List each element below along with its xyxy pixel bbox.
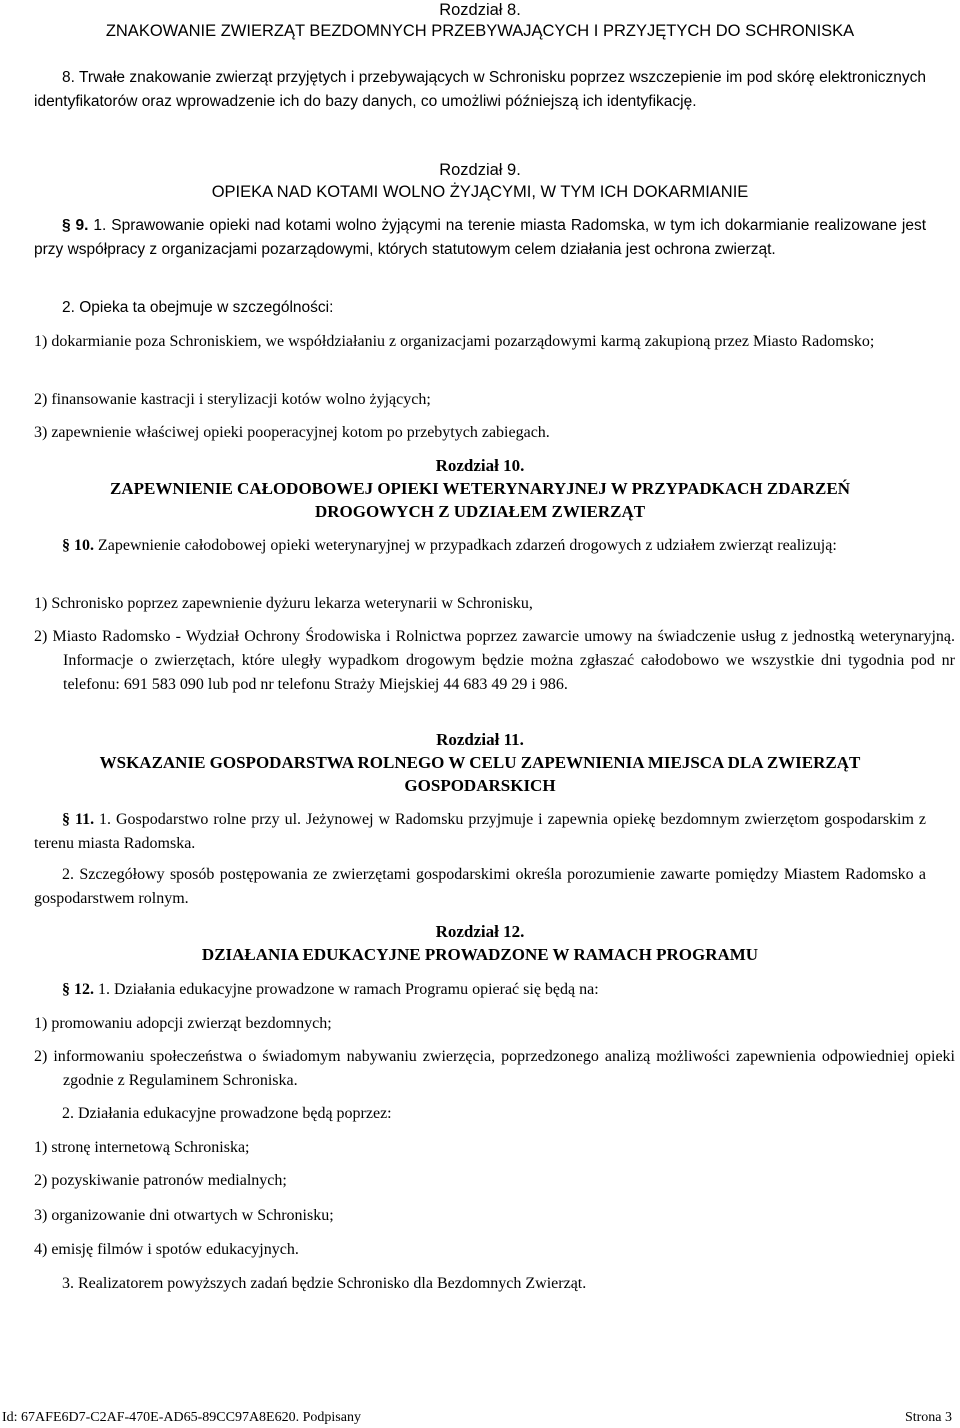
chapter-11-title: WSKAZANIE GOSPODARSTWA ROLNEGO W CELU ZAPEWNIENIA MIEJSCA DLA ZWIERZĄT GOSPODARSKICH <box>99 753 861 795</box>
chapter-12-heading: Rozdział 12. <box>435 922 525 941</box>
paragraph-9-point-1-text: 1. Sprawowanie opieki nad kotami wolno żyjącymi na terenie miasta Radomska, w tym ich dokarmianie realizowane jest przy współpracy z organizacjami pozarządowymi, których statutowym celem działania jest ochrona zwierząt. <box>34 217 927 258</box>
paragraph-10 <box>34 534 926 558</box>
list-item: 1) Schronisko poprzez zapewnienie dyżuru lekarza weterynarii w Schronisku, <box>34 595 533 612</box>
page-number: Strona 3 <box>904 1410 952 1425</box>
list-item: 3) zapewnienie właściwej opieki pooperacyjnej kotom po przebytych zabiegach. <box>34 424 550 441</box>
page-footer <box>0 1408 960 1428</box>
paragraph-9-number: § 9. <box>62 217 89 234</box>
paragraph-12-point-3: 3. Realizatorem powyższych zadań będzie Schronisko dla Bezdomnych Zwierząt. <box>62 1275 587 1292</box>
list-item: 1) stronę internetową Schroniska; <box>34 1139 250 1156</box>
chapter-8-title: ZNAKOWANIE ZWIERZĄT BEZDOMNYCH PRZEBYWAJĄCYCH I PRZYJĘTYCH DO SCHRONISKA <box>105 22 855 40</box>
paragraph-12-point-1 <box>34 978 926 1002</box>
chapter-10-heading: Rozdział 10. <box>435 456 525 475</box>
paragraph-12-point-2: 2. Działania edukacyjne prowadzone będą poprzez: <box>62 1105 392 1122</box>
paragraph-8 <box>34 66 926 114</box>
list-item: 2) Miasto Radomsko - Wydział Ochrony Środowiska i Rolnictwa poprzez zawarcie umowy na świadczenie usług z jednostką weterynaryjną. Informacje o zwierzętach, które uległy wypadkom drogowym będzie można zgłaszać całodobowo we wszystkie dni tygodnia pod nr telefonu: 691 583 090 lub pod nr telefonu Straży Miejskiej 44 683 49 29 i 986. <box>34 628 955 693</box>
chapter-9-heading: Rozdział 9. <box>439 161 521 179</box>
list-item: 1) dokarmianie poza Schroniskiem, we współdziałaniu z organizacjami pozarządowymi karmą zakupioną przez Miasto Radomsko; <box>34 333 875 350</box>
paragraph-10-number: § 10. <box>62 537 94 554</box>
list-item: 2) finansowanie kastracji i sterylizacji kotów wolno żyjących; <box>34 391 431 408</box>
list-item: 4) emisję filmów i spotów edukacyjnych. <box>34 1241 299 1258</box>
chapter-10-title: ZAPEWNIENIE CAŁODOBOWEJ OPIEKI WETERYNARYJNEJ W PRZYPADKACH ZDARZEŃ DROGOWYCH Z UDZIAŁEM ZWIERZĄT <box>110 479 850 521</box>
paragraph-11-point-1 <box>34 808 926 856</box>
paragraph-12-number: § 12. <box>62 981 94 998</box>
chapter-11-heading: Rozdział 11. <box>436 730 524 749</box>
paragraph-9-point-1 <box>34 214 926 262</box>
document-id: Id: 67AFE6D7-C2AF-470E-AD65-89CC97A8E620. Podpisany <box>2 1410 361 1425</box>
chapter-12-title: DZIAŁANIA EDUKACYJNE PROWADZONE W RAMACH PROGRAMU <box>201 945 759 964</box>
paragraph-11-point-1-text: 1. Gospodarstwo rolne przy ul. Jeżynowej w Radomsku przyjmuje i zapewnia opiekę bezdomnym zwierzętom gospodarskim z terenu miasta Radomska. <box>34 811 926 852</box>
chapter-9-title: OPIEKA NAD KOTAMI WOLNO ŻYJĄCYMI, W TYM ICH DOKARMIANIE <box>211 183 749 201</box>
paragraph-8-text: Trwałe znakowanie zwierząt przyjętych i przebywających w Schronisku poprzez wszczepienie im pod skórę elektronicznych identyfikatorów oraz wprowadzenie ich do bazy danych, co umożliwi późniejszą ich identyfikację. <box>34 69 927 110</box>
paragraph-11-number: § 11. <box>62 811 95 828</box>
paragraph-12-point-1-text: 1. Działania edukacyjne prowadzone w ramach Programu opierać się będą na: <box>98 981 599 998</box>
paragraph-11-point-2: 2. Szczegółowy sposób postępowania ze zwierzętami gospodarskimi określa porozumienie zawarte pomiędzy Miastem Radomsko a gospodarstwem rolnym. <box>34 866 926 907</box>
paragraph-10-text: Zapewnienie całodobowej opieki weterynaryjnej w przypadkach zdarzeń drogowych z udziałem zwierząt realizują: <box>98 537 837 554</box>
chapter-8-heading: Rozdział 8. <box>439 1 521 19</box>
list-item: 1) promowaniu adopcji zwierząt bezdomnych; <box>34 1015 332 1032</box>
paragraph-9-point-2: 2. Opieka ta obejmuje w szczególności: <box>62 299 334 316</box>
list-item: 3) organizowanie dni otwartych w Schronisku; <box>34 1207 334 1224</box>
list-item: 2) informowaniu społeczeństwa o świadomym nabywaniu zwierzęcia, poprzedzonego analizą możliwości zapewnienia odpowiedniej opieki zgodnie z Regulaminem Schroniska. <box>34 1048 955 1089</box>
list-item: 2) pozyskiwanie patronów medialnych; <box>34 1172 287 1189</box>
paragraph-8-number: 8. <box>62 69 75 86</box>
